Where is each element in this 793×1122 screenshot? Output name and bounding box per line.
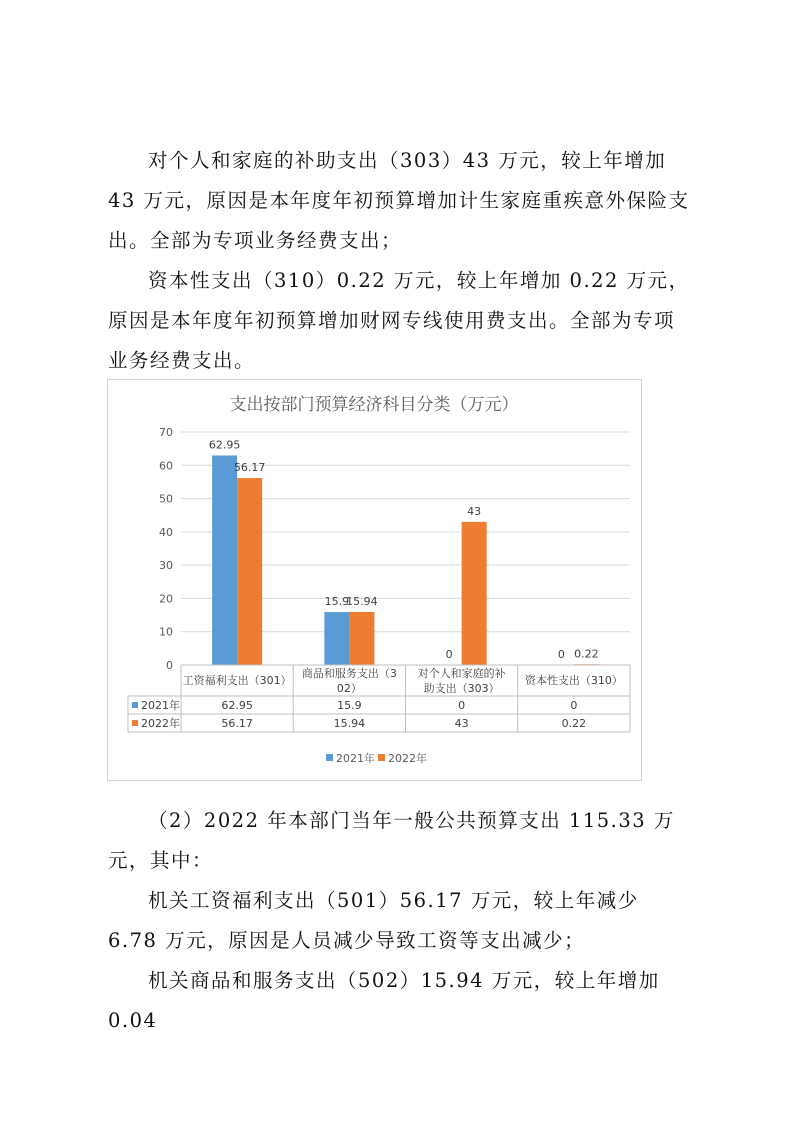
category-label: 助支出（303） <box>423 682 500 695</box>
legend-label: 2021年 <box>336 752 375 765</box>
table-cell-value: 15.9 <box>337 699 362 712</box>
bar-2021 <box>212 455 237 665</box>
data-label: 43 <box>467 504 482 518</box>
data-label: 15.9 <box>324 595 350 609</box>
table-cell-value: 0 <box>458 699 466 712</box>
category-label: 对个人和家庭的补 <box>417 667 506 680</box>
data-label: 0 <box>557 648 565 661</box>
legend-key-2022 <box>132 720 138 726</box>
data-label: 56.17 <box>233 461 266 475</box>
table-cell-value: 15.94 <box>333 717 366 730</box>
paragraph-household-subsidy: 对个人和家庭的补助支出（303）43 万元，较上年增加 43 万元，原因是本年度年初预算增加计生家庭重疾意外保险支出。全部为专项业务经费支出； <box>108 149 690 252</box>
table-cell-value: 43 <box>454 717 469 730</box>
paragraph-capital-expenditure: 资本性支出（310）0.22 万元，较上年增加 0.22 万元，原因是本年度年初预算增加财网专线使用费支出。全部为专项业务经费支出。 <box>108 269 690 372</box>
series-row-label: 2022年 <box>141 717 180 730</box>
category-label: 商品和服务支出（3 <box>301 667 397 680</box>
bar-2021 <box>324 612 349 665</box>
data-label: 62.95 <box>208 438 241 452</box>
table-cell-value: 0.22 <box>561 717 587 730</box>
y-tick-label: 40 <box>159 525 173 539</box>
chart-canvas <box>108 380 641 780</box>
legend-marker <box>326 754 333 761</box>
bar-2022 <box>462 522 487 665</box>
y-tick-label: 10 <box>159 625 173 639</box>
chart-expenditure-by-economic-category <box>107 379 642 781</box>
y-tick-label: 30 <box>159 559 173 573</box>
paragraph-general-budget-total: （2）2022 年本部门当年一般公共预算支出 115.33 万元，其中： <box>108 809 675 872</box>
category-label: 02） <box>336 682 362 695</box>
y-tick-label: 70 <box>159 426 173 439</box>
chart-title: 支出按部门预算经济科目分类（万元） <box>229 395 519 415</box>
y-tick-label: 0 <box>166 659 173 672</box>
bar-2022 <box>349 612 374 665</box>
y-tick-label: 60 <box>159 459 173 473</box>
data-label: 0.22 <box>574 647 599 661</box>
data-label: 0 <box>445 648 453 661</box>
paragraph-goods-services: 机关商品和服务支出（502）15.94 万元，较上年增加 0.04 <box>108 969 660 1032</box>
legend-label: 2022年 <box>388 752 427 765</box>
data-label: 15.94 <box>346 594 378 608</box>
legend-key-2021 <box>132 702 138 708</box>
category-label: 资本性支出（310） <box>524 674 623 687</box>
category-label: 工资福利支出（301） <box>182 674 292 687</box>
bar-2022 <box>237 478 262 665</box>
series-row-label: 2021年 <box>141 699 180 712</box>
paragraph-wage-welfare: 机关工资福利支出（501）56.17 万元，较上年减少 6.78 万元，原因是人员减少导致工资等支出减少； <box>108 889 639 952</box>
table-cell-value: 62.95 <box>221 699 253 712</box>
y-tick-label: 50 <box>159 492 173 506</box>
y-tick-label: 20 <box>159 592 173 606</box>
legend-marker <box>378 754 385 761</box>
table-cell-value: 0 <box>570 699 578 712</box>
table-cell-value: 56.17 <box>221 717 253 730</box>
